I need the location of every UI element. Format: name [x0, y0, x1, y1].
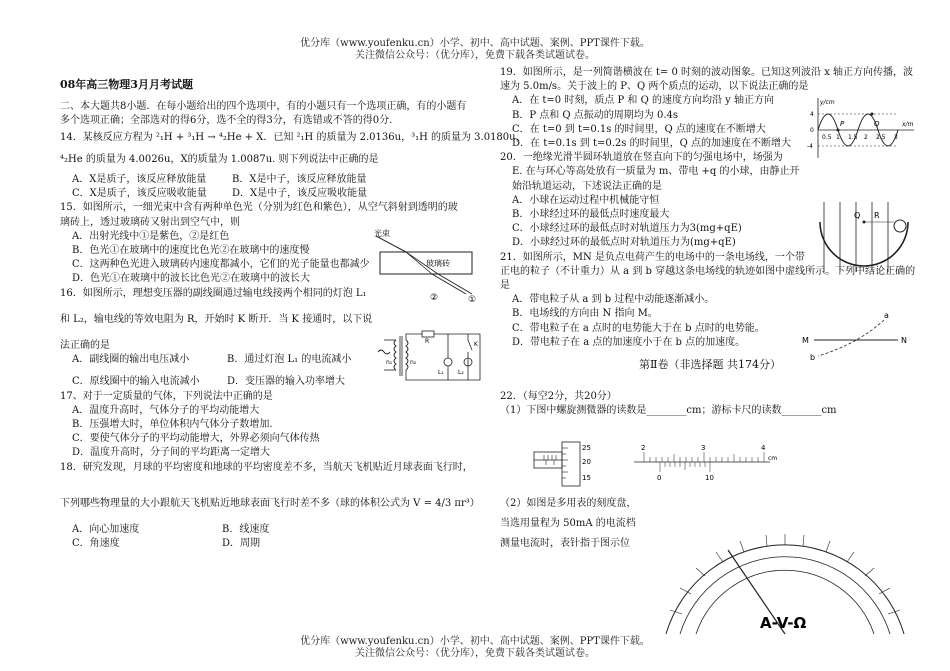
q16-line-2: 和 L₂，输电线的等效电阻为 R，开始时 K 断开．当 K 接通时，以下说: [60, 313, 373, 325]
q16-line-1: 16．如图所示，理想变压器的副线圈通过输电线接两个相同的灯泡 L₁: [60, 287, 367, 299]
beam-label: 光束: [374, 229, 390, 238]
q-label: Q: [874, 120, 880, 128]
micrometer-thimble: [562, 442, 580, 486]
main-label-2: 2: [641, 444, 646, 452]
q16-option-c: C．原线圈中的输入电流减小: [72, 376, 200, 388]
q21-option-d: D．带电粒子在 a 点的加速度小于在 b 点的加速度。: [512, 336, 746, 348]
q19-line-1: 19．如图所示，是一列简谐横波在 t= 0 时刻的波动图象。已知这列波沿 x 轴正方向传播，波: [500, 67, 914, 78]
x-tick-1-5: 1.5: [848, 134, 858, 141]
left-column: [60, 78, 526, 551]
header-line-2: 关注微信公众号：（优分库），免费下载各类试题试卷。: [355, 50, 595, 61]
q20-line-1: 20．一绝缘光滑半圆环轨道放在竖直向下的匀强电场中，场强为: [500, 152, 783, 164]
q15-glass-figure: [372, 228, 482, 308]
thimble-label-25: 25: [582, 444, 591, 452]
q21-field-figure: [798, 310, 910, 366]
q22-part-1: （1）下图中螺旋测微器的读数是________cm；游标卡尺的读数________cm: [500, 405, 837, 417]
q22-part-2-line-2: 当选用量程为 50mA 的电流档: [500, 517, 636, 529]
ray-2-label: ②: [430, 293, 439, 303]
q21-option-b: B．电场线的方向由 N 指向 M。: [512, 308, 658, 320]
q16-transformer-figure: [376, 330, 484, 388]
q15-option-c: C．这两种色光进入玻璃砖内速度都减小，它们的光子能量也都减少: [72, 259, 370, 271]
q20-line-3: 始沿轨道运动，下述说法正确的是: [512, 180, 662, 192]
q17-option-a: A．温度升高时，气体分子的平均动能增大: [72, 404, 260, 416]
l2-label: L₂: [458, 369, 464, 376]
q20-option-a: A．小球在运动过程中机械能守恒: [512, 194, 660, 206]
footer-line-2: 关注微信公众号：（优分库），免费下载各类试题试卷。: [355, 648, 595, 659]
page-footer: [0, 636, 950, 660]
header-line-1: 优分库（www.youfenku.cn）小学、初中、高中试题、案例、PPT课件下载。: [300, 38, 650, 49]
q18-line-1: 18．研究发现，月球的平均密度和地球的平均密度差不多，当航天飞机贴近月球表面飞行时，: [60, 461, 473, 473]
q19-option-d: D．在 t=0.1s 到 t=0.2s 的时间里，Q 点的加速度在不断增大: [512, 138, 791, 150]
q16-option-a: A．副线圈的输出电压减小: [72, 354, 190, 366]
q19-option-c: C．在 t=0 到 t=0.1s 的时间里，Q 点的速度在不断增大: [512, 123, 766, 135]
q20-line-2: E. 在与环心等高处放有一质量为 m、带电 +q 的小球，由静止开: [512, 166, 800, 178]
q18-option-d: D．周期: [222, 538, 261, 550]
footer-line-1: 优分库（www.youfenku.cn）小学、初中、高中试题、案例、PPT课件下载。: [300, 636, 650, 647]
primary-coil: [394, 340, 396, 370]
n1-label: n₁: [386, 359, 393, 366]
q15-option-d: D．色光①在玻璃中的波长比色光②在玻璃中的波长大: [72, 273, 311, 285]
q21-line-3: 是: [500, 280, 510, 292]
p-label: P: [840, 120, 845, 128]
vernier-label-10: 10: [705, 474, 714, 482]
x-axis-label: x/m: [902, 121, 914, 128]
thimble-label-15: 15: [582, 474, 591, 482]
b-label: b: [810, 353, 816, 362]
micrometer-figure: [530, 438, 600, 490]
x-tick-2-5: 2.5: [876, 134, 886, 141]
q14-option-c: C．X是质子，该反应吸收能量: [72, 188, 207, 200]
ray-1-label: ①: [468, 295, 477, 305]
q18-line-2: 下列哪些物理量的大小跟航天飞机贴近地球表面飞行时差不多（球的体积公式为 V = 4/3 πr³）: [60, 497, 480, 509]
q17-option-c: C．要使气体分子的平均动能增大，外界必须向气体传热: [72, 433, 320, 445]
y-tick-neg4: -4: [807, 143, 813, 150]
exit-ray-1: [438, 274, 472, 294]
main-scale-ticks: [644, 452, 764, 462]
vernier-caliper-figure: [630, 440, 780, 486]
q20-track-figure: [814, 200, 918, 274]
q16-option-b: B．通过灯泡 L₁ 的电流减小: [227, 354, 352, 366]
q18-options-row-1: [60, 523, 480, 537]
dial-label: A-V-Ω: [760, 614, 807, 632]
n2-label: n₂: [410, 359, 417, 366]
q21-option-a: A．带电粒子从 a 到 b 过程中动能逐渐减小。: [512, 294, 715, 306]
vernier-scale-ticks: [660, 462, 710, 472]
r-label: R: [874, 211, 880, 220]
main-label-3: 3: [701, 444, 706, 452]
switch-k: [468, 340, 472, 350]
q14-options-row-2: [60, 187, 480, 201]
ac-source: [378, 350, 390, 354]
x-tick-3: 3: [894, 134, 898, 141]
q20-option-d: D．小球经过环的最低点时对轨道压力为(mg+qE): [512, 237, 736, 249]
unit-cm: cm: [768, 455, 778, 462]
multimeter-dial-figure: [660, 530, 910, 638]
part-two-heading: 第Ⅱ卷（非选择题 共174分）: [639, 358, 781, 372]
q21-line-2: 正电的粒子（不计重力）从 a 到 b 穿越这条电场线的轨迹如图中虚线所示。下列中结论正确的: [500, 265, 916, 277]
q21-option-c: C．带电粒子在 a 点时的电势能大于在 b 点时的电势能。: [512, 322, 765, 334]
q16-option-d: D．变压器的输入功率增大: [227, 376, 346, 388]
q19-wave-figure: [798, 96, 918, 162]
q14-option-a: A．X是质子，该反应释放能量: [72, 174, 207, 186]
q18-option-c: C．角速度: [72, 538, 120, 550]
q14-line-2: ⁴₂He 的质量为 4.0026u，X的质量为 1.0087u. 则下列说法中正确的是: [60, 153, 379, 165]
q21-line-1: 21．如图所示，MN 是负点电荷产生的电场中的一条电场线，一个带: [500, 251, 805, 263]
q17-stem: 17、对于一定质量的气体，下列说法中正确的是: [60, 390, 273, 402]
q22-part-2-line-3: 测量电流时，表针指于图示位: [500, 538, 630, 550]
incident-ray: [376, 236, 406, 252]
x-tick-2: 2: [864, 134, 868, 141]
charged-ball: [894, 220, 906, 232]
section-instruction-2: 多个选项正确；全部选对的得6分，选不全的得3分，有选错或不答的得0分.: [60, 115, 393, 127]
q20-option-c: C．小球经过环的最低点时对轨道压力为3(mg+qE): [512, 223, 742, 235]
q15-line-1: 15．如图所示，一细光束中含有两种单色光（分别为红色和紫色），从空气斜射到透明的玻: [60, 202, 458, 214]
q18-options-row-2: [60, 537, 480, 551]
q14-line-1: 14．某核反应方程为 ²₁H + ³₁H → ⁴₂He + X．已知 ²₁H 的质量为 2.0136u，³₁H 的质量为 3.0180u，: [60, 131, 526, 143]
r-label: R: [425, 338, 430, 345]
m-label: M: [802, 336, 809, 345]
x-tick-1: 1: [836, 134, 840, 141]
main-label-4: 4: [761, 444, 766, 452]
vernier-label-0: 0: [657, 474, 662, 482]
q17-option-d: D．温度升高时，分子间的平均距离一定增大: [72, 447, 271, 459]
a-label: a: [884, 311, 889, 320]
q14-options-row-1: [60, 173, 480, 187]
q15-line-2: 璃砖上，透过玻璃砖又射出到空气中，则: [60, 216, 240, 228]
lamp-l1: [444, 358, 452, 366]
q15-option-b: B．色光①在玻璃中的速度比色光②在玻璃中的速度慢: [72, 245, 310, 257]
k-label: K: [474, 341, 478, 348]
q14-option-b: B．X是中子，该反应释放能量: [232, 174, 367, 186]
page-header: [0, 38, 950, 62]
q18-option-a: A．向心加速度: [72, 524, 140, 536]
q17-option-b: B．压强增大时，单位体积内气体分子数增加.: [72, 419, 273, 431]
point-p: [837, 129, 840, 132]
n-label: N: [901, 336, 907, 345]
q15-option-a: A．出射光线中①是紫色，②是红色: [72, 230, 230, 242]
resistor-r: [422, 331, 434, 337]
y-tick-0: 0: [810, 127, 814, 134]
q19-line-2: 速为 5.0m/s。关于波上的 P、Q 两个质点的运动，以下说法正确的是: [500, 81, 809, 93]
q22-stem: 22．（每空2分，共20分）: [500, 391, 617, 403]
section-instruction-1: 二、本大题共8小题．在每小题给出的四个选项中，有的小题只有一个选项正确，有的小题有: [60, 101, 467, 113]
q22-part-2-line-1: （2）如图是多用表的刻度盘，: [500, 497, 637, 509]
q19-option-b: B．P 点和 Q 点振动的周期均为 0.4s: [512, 109, 679, 121]
thimble-label-20: 20: [582, 458, 591, 466]
x-tick-0-5: 0.5: [822, 134, 832, 141]
q16-line-3: 法正确的是: [60, 340, 110, 352]
point-q: [871, 113, 874, 116]
y-tick-4: 4: [810, 111, 814, 118]
q20-option-b: B．小球经过环的最低点时速度最大: [512, 209, 670, 221]
particle-trajectory: [818, 320, 884, 356]
paper-title: 08年高三物理3月月考试题: [60, 78, 193, 91]
q19-option-a: A．在 t=0 时刻，质点 P 和 Q 的速度方向均沿 y 轴正方向: [512, 95, 774, 107]
l1-label: L₁: [438, 369, 444, 376]
q18-option-b: B．线速度: [222, 524, 270, 536]
q-label: Q: [854, 211, 861, 220]
q14-option-d: D．X是中子，该反应吸收能量: [232, 188, 368, 200]
y-axis-label: y/cm: [820, 99, 835, 106]
exit-ray-2: [432, 274, 466, 294]
glass-label: 玻璃砖: [426, 259, 450, 268]
secondary-coil: [406, 340, 408, 370]
